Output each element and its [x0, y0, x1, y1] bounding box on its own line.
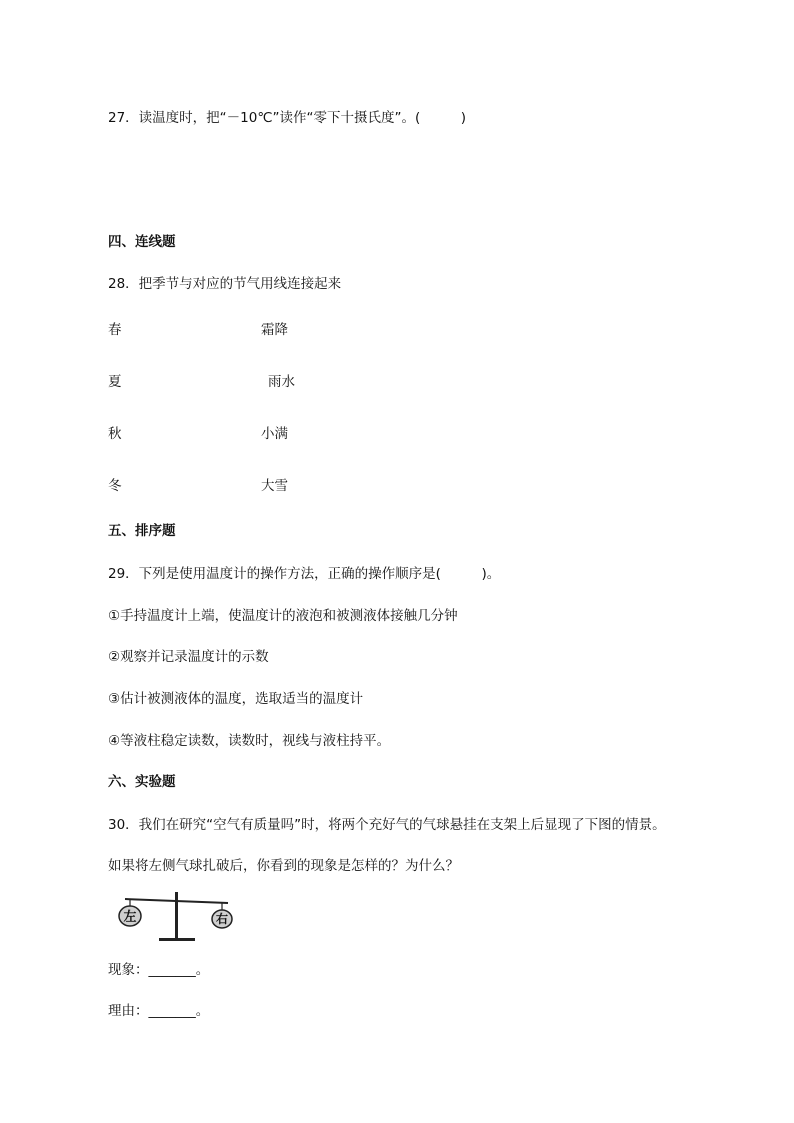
- section-heading-matching: 四、连线题: [108, 234, 176, 250]
- term-rain-water: 雨水: [268, 374, 295, 390]
- section-heading-ordering: 五、排序题: [108, 523, 176, 539]
- term-frost-descent: 霜降: [261, 322, 288, 338]
- question-27: 27．读温度时，把“－10℃”读作“零下十摄氏度”。( ): [108, 110, 467, 126]
- term-heavy-snow: 大雪: [261, 478, 288, 494]
- question-30-prompt: 如果将左侧气球扎破后，你看到的现象是怎样的？为什么？: [108, 858, 459, 874]
- question-30: 30．我们在研究“空气有质量吗”时，将两个充好气的气球悬挂在支架上后显现了下图的情景。: [108, 817, 666, 833]
- question-29: 29．下列是使用温度计的操作方法，正确的操作顺序是( )。: [108, 566, 501, 582]
- q29-step-2: ②观察并记录温度计的示数: [108, 649, 269, 665]
- answer-phenomenon: 现象：_______。: [108, 962, 210, 978]
- question-28: 28．把季节与对应的节气用线连接起来: [108, 276, 342, 292]
- balance-pole: [175, 892, 178, 939]
- balloon-balance-figure: [112, 886, 242, 946]
- answer-reason: 理由：_______。: [108, 1003, 210, 1019]
- term-grain-buds: 小满: [261, 426, 288, 442]
- season-winter: 冬: [108, 478, 122, 494]
- season-spring: 春: [108, 322, 122, 338]
- q29-step-4: ④等液柱稳定读数，读数时，视线与液柱持平。: [108, 733, 391, 749]
- q29-step-1: ①手持温度计上端，使温度计的液泡和被测液体接触几分钟: [108, 608, 458, 624]
- q29-step-3: ③估计被测液体的温度，选取适当的温度计: [108, 691, 364, 707]
- left-balloon-label: 左: [123, 910, 137, 925]
- right-balloon-label: 右: [215, 912, 229, 926]
- season-summer: 夏: [108, 374, 122, 390]
- section-heading-experiment: 六、实验题: [108, 774, 176, 790]
- season-autumn: 秋: [108, 426, 122, 442]
